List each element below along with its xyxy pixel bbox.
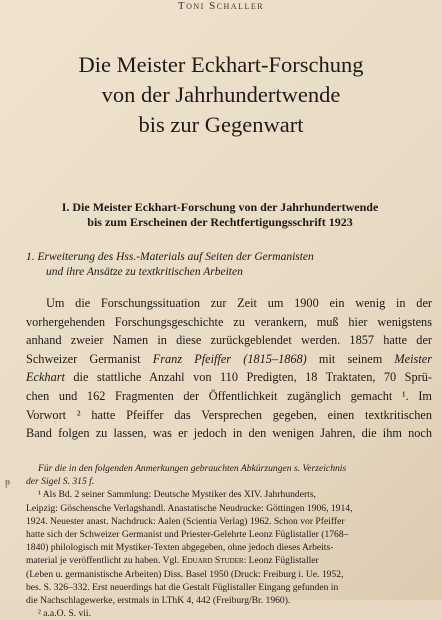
body-line: chen und 162 Fragmenten der Öffentlichkeit zugänglich gemacht ¹. Im [26,388,432,403]
book-title: Eckhart [26,370,65,385]
cited-author: Eduard Studer [181,555,244,567]
running-header-author: Toni Schaller [177,0,265,12]
footnote-line: (Leben u. germanistische Arbeiten) Diss. Basel 1950 (Druck: Freiburg i. Ue. 1952, [26,568,344,580]
life-dates: (1815–1868) [231,351,307,366]
footnote-text-run: : Leonz Füglistaller [243,555,319,567]
footnote-line: ² a.a.O. S. vii. [38,608,91,620]
body-line [26,350,432,369]
chapter-title [20,50,422,140]
footnote-line [26,554,426,567]
footnote-line: Leipzig: Göschensche Verlagshandl. Anastatische Neudrucke: Göttingen 1906, 1914, [26,502,353,514]
book-title: Meister [394,351,432,366]
footnote-intro-line: Für die in den folgenden Anmerkungen gebrauchten Abkürzungen s. Verzeichnis [38,463,347,474]
footnote-text-run: material je veröffentlicht zu haben. Vgl. [26,555,182,567]
section-heading-line-2: bis zum Erscheinen der Rechtfertigungsschrift 1923 [87,215,353,229]
footnote-line: 1924. Neuester anast. Nachdruck: Aalen (Scientia Verlag) 1962. Schon vor Pfeiffer [26,515,345,527]
footnotes [26,462,426,620]
body-text-run: Schweizer Germanist [26,351,153,366]
body-line: Band folgen zu lassen, was er jedoch in den wenigen Jahren, die ihm noch [26,426,432,441]
chapter-title-line-1: Die Meister Eckhart-Forschung [78,52,364,77]
footnote-line: ¹ Als Bd. 2 seiner Sammlung: Deutsche Mystiker des XIV. Jahrhunderts, [38,489,316,501]
section-heading-line-1: I. Die Meister Eckhart-Forschung von der Jahrhundertwende [61,200,379,214]
body-line: vorhergehenden Forschungsgeschichte zu verankern, muß hier wenigstens [26,314,432,329]
margin-annotation: ᵽ [5,477,10,488]
footnote-line: hatte sich der Schweizer Germanist und Priester-Gelehrte Leonz Füglistaller (1768– [26,529,349,541]
section-heading [30,200,410,230]
body-line: anhand zweier Namen in diese zurückgeblendet werden. 1857 hatte der [26,333,432,348]
body-text [26,294,432,443]
body-line: Um die Forschungssituation zur Zeit um 1900 ein wenig in der [46,296,432,310]
body-text-run: mit seinem [306,351,395,366]
body-line [26,368,432,387]
footnote-intro-line: der Sigel S. 315 f. [26,476,95,488]
body-line: Vorwort ² hatte Pfeiffer das Versprechen gegeben, einen textkritischen [26,407,432,422]
subsection-heading [26,250,426,280]
footnote-line: 1840) philologisch mit Mystiker-Texten abgegeben, ohne jedoch dieses Arbeits- [26,542,334,554]
subsection-heading-line-2: und ihre Ansätze zu textkritischen Arbeiten [46,266,243,278]
body-text-run: die stattliche Anzahl von 110 Predigten, 18 Traktaten, 70 Sprü- [64,370,432,385]
chapter-title-line-2: von der Jahrhundertwende [101,82,341,107]
subsection-heading-line-1: 1. Erweiterung des Hss.-Materials auf Seiten der Germanisten [26,251,314,263]
footnote-line: bes. S. 326–332. Erst neuerdings hat die Gestalt Füglistaller Eingang gefunden in [26,581,339,593]
person-name: Franz Pfeiffer [152,351,232,366]
chapter-title-line-3: bis zur Gegenwart [138,112,304,137]
footnote-line: die Nachschlagewerke, erstmals in LThK 4, 442 (Freiburg/Br. 1960). [26,595,291,607]
